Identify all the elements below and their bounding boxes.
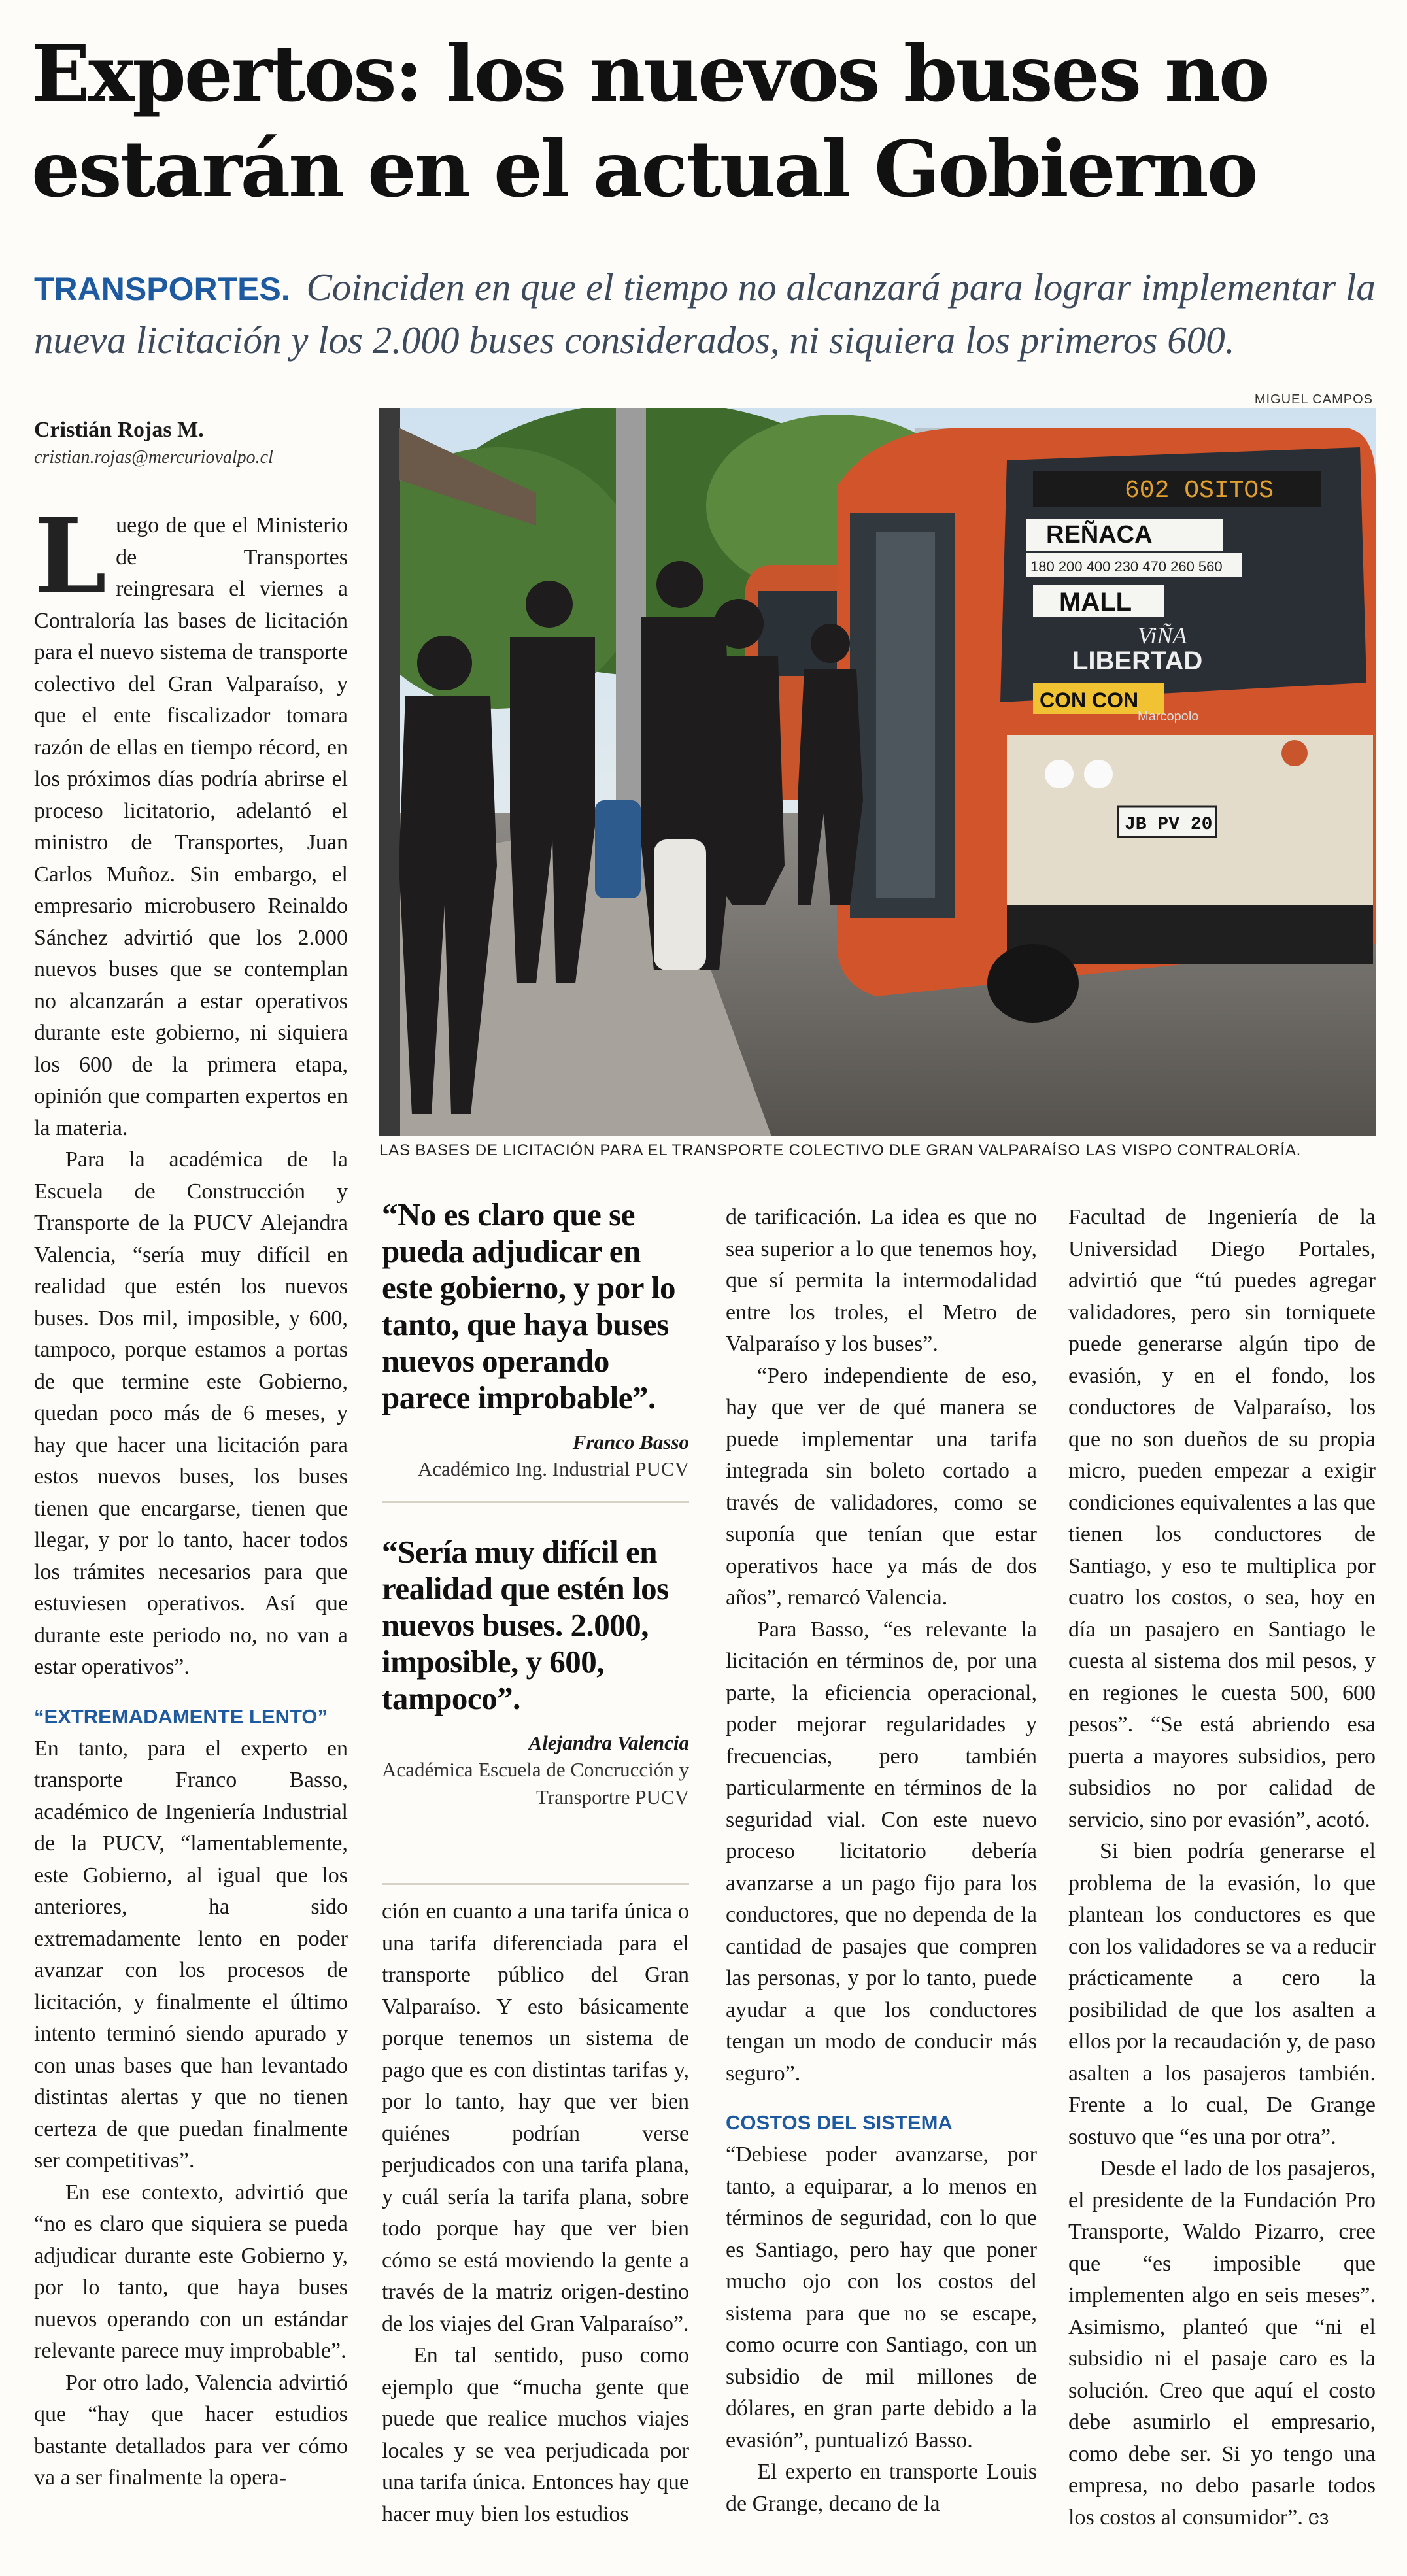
article-column-1 — [34, 496, 348, 2494]
paragraph: Desde el lado de los pasajeros, el presidente de la Fundación Pro Transporte, Waldo Pizarro, cree que “es imposible que implementen algo en seis meses”. Asimismo, planteó que “ni el subsidio ni el pasaje caro es la solución. Creo que aquí el costo debe asumirlo el empresario, como debe ser. Si yo tengo una empresa, no debo pasarle todos los costos al consumidor”. ᏣЗ — [1068, 2156, 1376, 2530]
headline: Expertos: los nuevos buses no estarán en el actual Gobierno — [31, 28, 1268, 214]
quote-divider — [382, 1501, 689, 1503]
paragraph: ción en cuanto a una tarifa única o una tarifa diferenciada para el transporte público del Gran Valparaíso. Y esto básicamente porque tenemos un sistema de pago que es con distintas tarifas y, por lo tanto, hay que ver bien quiénes podrían verse perjudicados con una tarifa plana, y cuál sería la tarifa plana, sobre todo porque hay que ver bien cómo se está moviendo la gente a través de la matriz origen-destino de los viajes del Gran Valparaíso”. — [382, 1899, 689, 2336]
paragraph: Para Basso, “es relevante la licitación en términos de, por una parte, la eficiencia operacional, poder mejorar regularidades y frecuencias, pero también particularmente en términos de la seguridad vial. Con este nuevo proceso licitatorio debería avanzarse a un pago fijo para los conductores, que no dependa de la cantidad de pasajes que compren las personas, y por lo tanto, puede ayudar a que los conductores tengan un modo de conducir más seguro”. — [726, 1617, 1037, 2086]
paragraph: “Pero independiente de eso, hay que ver de qué manera se puede implementar una tarifa integrada sin boleto cortado a través de validadores, como se suponía que tenían que estar operativos hace ya más de dos años”, remarcó Valencia. — [726, 1363, 1037, 1610]
pull-quote-role: Académica Escuela de Concrucción y Transportre PUCV — [382, 1758, 689, 1808]
paragraph: En tanto, para el experto en transporte Franco Basso, académico de Ingeniería Industrial de la PUCV, “lamentablemente, este Gobierno, al igual que los anteriores, ha sido extremadamente lento en poder avanzar con los procesos de licitación, y finalmente el último intento terminó siendo apurado y con unas bases que han levantado distintas alertas y que no tienen certeza de que puedan finalmente ser competitivas”. — [34, 1736, 348, 2173]
pull-quote-2 — [382, 1534, 689, 1811]
photo-credit: MIGUEL CAMPOS — [1254, 392, 1373, 407]
paragraph: Si bien podría generarse el problema de la evasión, lo que plantean los conductores es que con los validadores se va a reducir prácticamente a cero la posibilidad de que los asalten a ellos por la recaudación y, de paso asalten a los pasajeros también. Frente a lo cual, De Grange sostuvo que “es una por otra”. — [1068, 1839, 1376, 2149]
article-column-2 — [382, 1896, 689, 2530]
section-heading-extremadamente-lento: “EXTREMADAMENTE LENTO” — [34, 1704, 328, 1728]
pull-quote-role: Académico Ing. Industrial PUCV — [418, 1457, 689, 1480]
bus-sign-vina: ViÑA — [1138, 622, 1187, 649]
pull-quote-text: “Sería muy difícil en realidad que estén los nuevos buses. 2.000, imposible, y 600, tampoco”. — [382, 1534, 669, 1716]
bus-license-plate: JB PV 20 — [1125, 815, 1213, 835]
paragraph: Por otro lado, Valencia advirtió que “hay que hacer estudios bastante detallados para ver cómo va a ser finalmente la opera- — [34, 2370, 348, 2490]
subhead — [34, 262, 1381, 365]
pull-quote-author: Franco Basso — [572, 1431, 689, 1453]
drop-cap: L — [34, 496, 107, 617]
paragraph: El experto en transporte Louis de Grange, decano de la — [726, 2460, 1037, 2516]
bus-sign-mall: MALL — [1059, 588, 1132, 617]
bus-sign-concon: CON CON — [1040, 688, 1139, 712]
subhead-text: Coinciden en que el tiempo no alcanzará para lograr implementar la nueva licitación y los 2.000 buses considerados, ni siquiera los primeros 600. — [34, 265, 1376, 362]
section-kicker: TRANSPORTES. — [34, 271, 290, 307]
pull-quote-1 — [382, 1196, 689, 1483]
byline — [34, 416, 361, 471]
quote-divider — [382, 1883, 689, 1885]
pull-quote-text: “No es claro que se pueda adjudicar en este gobierno, y por lo tanto, que haya buses nuevos operando parece improbable”. — [382, 1196, 675, 1415]
article-column-4 — [1068, 1202, 1376, 2535]
bus-sign-libertad: LIBERTAD — [1072, 647, 1203, 675]
paragraph: Facultad de Ingeniería de la Universidad Diego Portales, advirtió que “tú puedes agregar validadores, pero sin torniquete puede generarse algún tipo de evasión, y en el fondo, los conductores de Valparaíso, los que no son dueños de su propia micro, pueden empezar a exigir condiciones equivalentes a las que tienen los conductores de Santiago, y eso te multiplica por cuatro los costos, o sea, hoy en día un pasajero en Santiago le cuesta al sistema dos mil pesos, y en regiones le cuesta 500, 600 pesos”. “Se está abriendo esa puerta a mayores subsidios, pero subsidios no por calidad de servicio, sino por evasión”, acotó. — [1068, 1205, 1376, 1832]
paragraph: Luego de que el Ministerio de Transportes reingresara el viernes a Contraloría las bases de licitación para el nuevo sistema de transporte colectivo del Gran Valparaíso, y que el ente fiscalizador tomara razón de ellas en tiempo récord, en los próximos días podría abrirse el proceso licitatorio, adelantó el ministro de Transportes, Juan Carlos Muñoz. Sin embargo, el empresario microbusero Reinaldo Sánchez advirtió que los 2.000 nuevos buses que se contemplan no alcanzarán a estar operativos durante este gobierno, ni siquiera los 600 de la primera etapa, opinión que comparten expertos en la materia. — [34, 496, 348, 1140]
section-heading-costos-del-sistema: COSTOS DEL SISTEMA — [726, 2111, 953, 2134]
article-photo — [379, 408, 1376, 1136]
pull-quote-author: Alejandra Valencia — [528, 1731, 689, 1754]
photo-caption: LAS BASES DE LICITACIÓN PARA EL TRANSPORTE COLECTIVO DLE GRAN VALPARAÍSO LAS VISPO CONTRALORÍA. — [379, 1142, 1302, 1159]
paragraph: Para la académica de la Escuela de Construcción y Transporte de la PUCV Alejandra Valencia, “sería muy difícil en realidad que estén los nuevos buses. Dos mil, imposible, y 600, tampoco, porque estamos a portas de que termine este Gobierno, quedan poco más de 6 meses, y hay que hacer una licitación para estos nuevos buses, los buses tienen que encargarse, tienen que llegar, y por lo tanto, hacer todos los trámites necesarios para que estuviesen operativos. Así que durante este periodo no, no van a estar operativos”. — [34, 1147, 348, 1679]
paragraph: En tal sentido, puso como ejemplo que “mucha gente que puede que realice muchos viajes locales y se vea perjudicada por una tarifa única. Entonces hay que hacer muy bien los estudios — [382, 2343, 689, 2526]
bus-brand: Marcopolo — [1138, 709, 1199, 724]
author-email: cristian.rojas@mercuriovalpo.cl — [34, 447, 273, 467]
paragraph: En ese contexto, advirtió que “no es claro que siquiera se pueda adjudicar durante este Gobierno y, por lo tanto, que haya buses nuevos operando con un estándar relevante parece muy improbable”. — [34, 2180, 348, 2363]
author-name: Cristián Rojas M. — [34, 418, 204, 442]
bus-sign-renaca: REÑACA — [1046, 521, 1153, 549]
bus-route-display: 602 OSITOS — [1125, 477, 1274, 505]
article-column-3 — [726, 1202, 1037, 2520]
bus-stop-photo-illustration — [379, 408, 1376, 1136]
paragraph: de tarificación. La idea es que no sea superior a lo que tenemos hoy, que sí permita la intermodalidad entre los troles, el Metro de Valparaíso y los buses”. — [726, 1205, 1037, 1356]
bus-sign-numbers: 180 200 400 230 470 260 560 — [1030, 558, 1223, 575]
paragraph: “Debiese poder avanzarse, por tanto, a equiparar, a lo menos en términos de seguridad, con lo que es Santiago, pero hay que poner mucho ojo con los costos del sistema para que no se escape, como ocurre con Santiago, con un subsidio de mil millones de dólares, en gran parte debido a la evasión”, puntualizó Basso. — [726, 2143, 1037, 2452]
end-of-article-mark: ᏣЗ — [1308, 2510, 1329, 2528]
